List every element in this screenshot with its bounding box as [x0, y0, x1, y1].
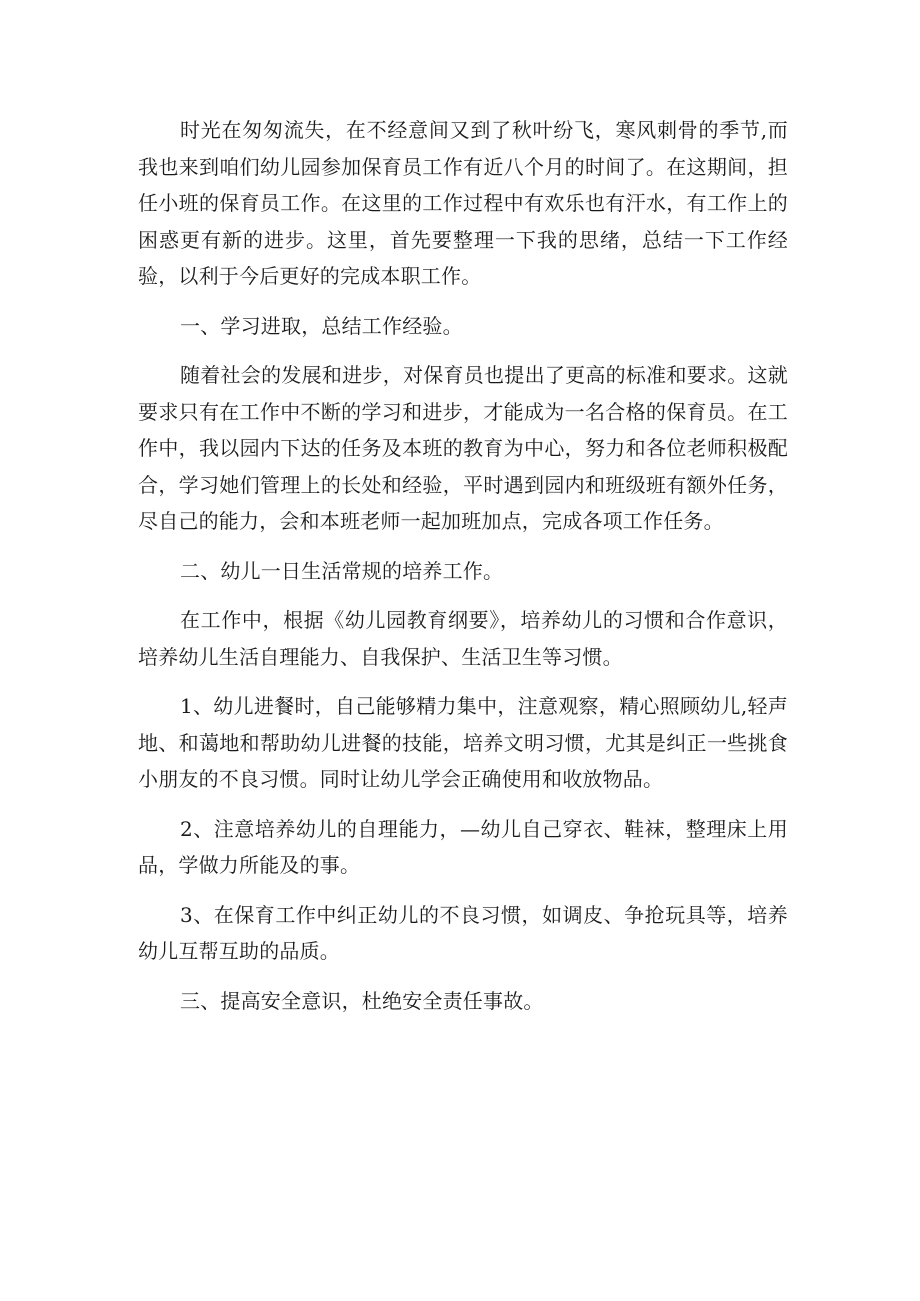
section-heading-2: 二、幼儿一日生活常规的培养工作。	[180, 558, 504, 583]
paragraph-gap	[138, 970, 788, 983]
paragraph-gap	[138, 675, 788, 688]
paragraph-gap	[138, 295, 788, 308]
section-2-item-3: 3、在保育工作中纠正幼儿的不良习惯，如调皮、争抢玩具等，培养幼儿互帮互助的品质。	[138, 902, 788, 963]
section-2-paragraph: 在工作中，根据《幼儿园教育纲要》，培养幼儿的习惯和合作意识，培养幼儿生活自理能力、自我保护、生活卫生等习惯。	[138, 608, 788, 669]
paragraph-gap	[138, 884, 788, 897]
paragraph-gap	[138, 798, 788, 811]
paragraph-gap	[138, 540, 788, 553]
section-1-paragraph: 随着社会的发展和进步，对保育员也提出了更高的标准和要求。这就要求只有在工作中不断的学习和进步，才能成为一名合格的保育员。在工作中，我以园内下达的任务及本班的教育为中心，努力和各位老师积极配合，学习她们管理上的长处和经验，平时遇到园内和班级班有额外任务，尽自己的能力，会和本班老师一起加班加点，完成各项工作任务。	[138, 363, 788, 533]
document-body	[138, 112, 788, 1019]
section-heading-1: 一、学习进取，总结工作经验。	[180, 313, 463, 338]
paragraph-gap	[138, 589, 788, 602]
paragraph-gap	[138, 344, 788, 357]
section-heading-3: 三、提高安全意识，杜绝安全责任事故。	[180, 988, 544, 1013]
intro-paragraph: 时光在匆匆流失，在不经意间又到了秋叶纷飞，寒风刺骨的季节,而我也来到咱们幼儿园参加保育员工作有近八个月的时间了。在这期间，担任小班的保育员工作。在这里的工作过程中有欢乐也有汗水，有工作上的困惑更有新的进步。这里，首先要整理一下我的思绪，总结一下工作经验，以利于今后更好的完成本职工作。	[138, 118, 788, 288]
section-2-item-2: 2、注意培养幼儿的自理能力，—幼儿自己穿衣、鞋袜，整理床上用品，学做力所能及的事。	[138, 816, 788, 877]
section-2-item-1: 1、幼儿进餐时，自己能够精力集中，注意观察，精心照顾幼儿,轻声地、和蔼地和帮助幼儿进餐的技能，培养文明习惯，尤其是纠正一些挑食小朋友的不良习惯。同时让幼儿学会正确使用和收放物品。	[138, 694, 788, 791]
